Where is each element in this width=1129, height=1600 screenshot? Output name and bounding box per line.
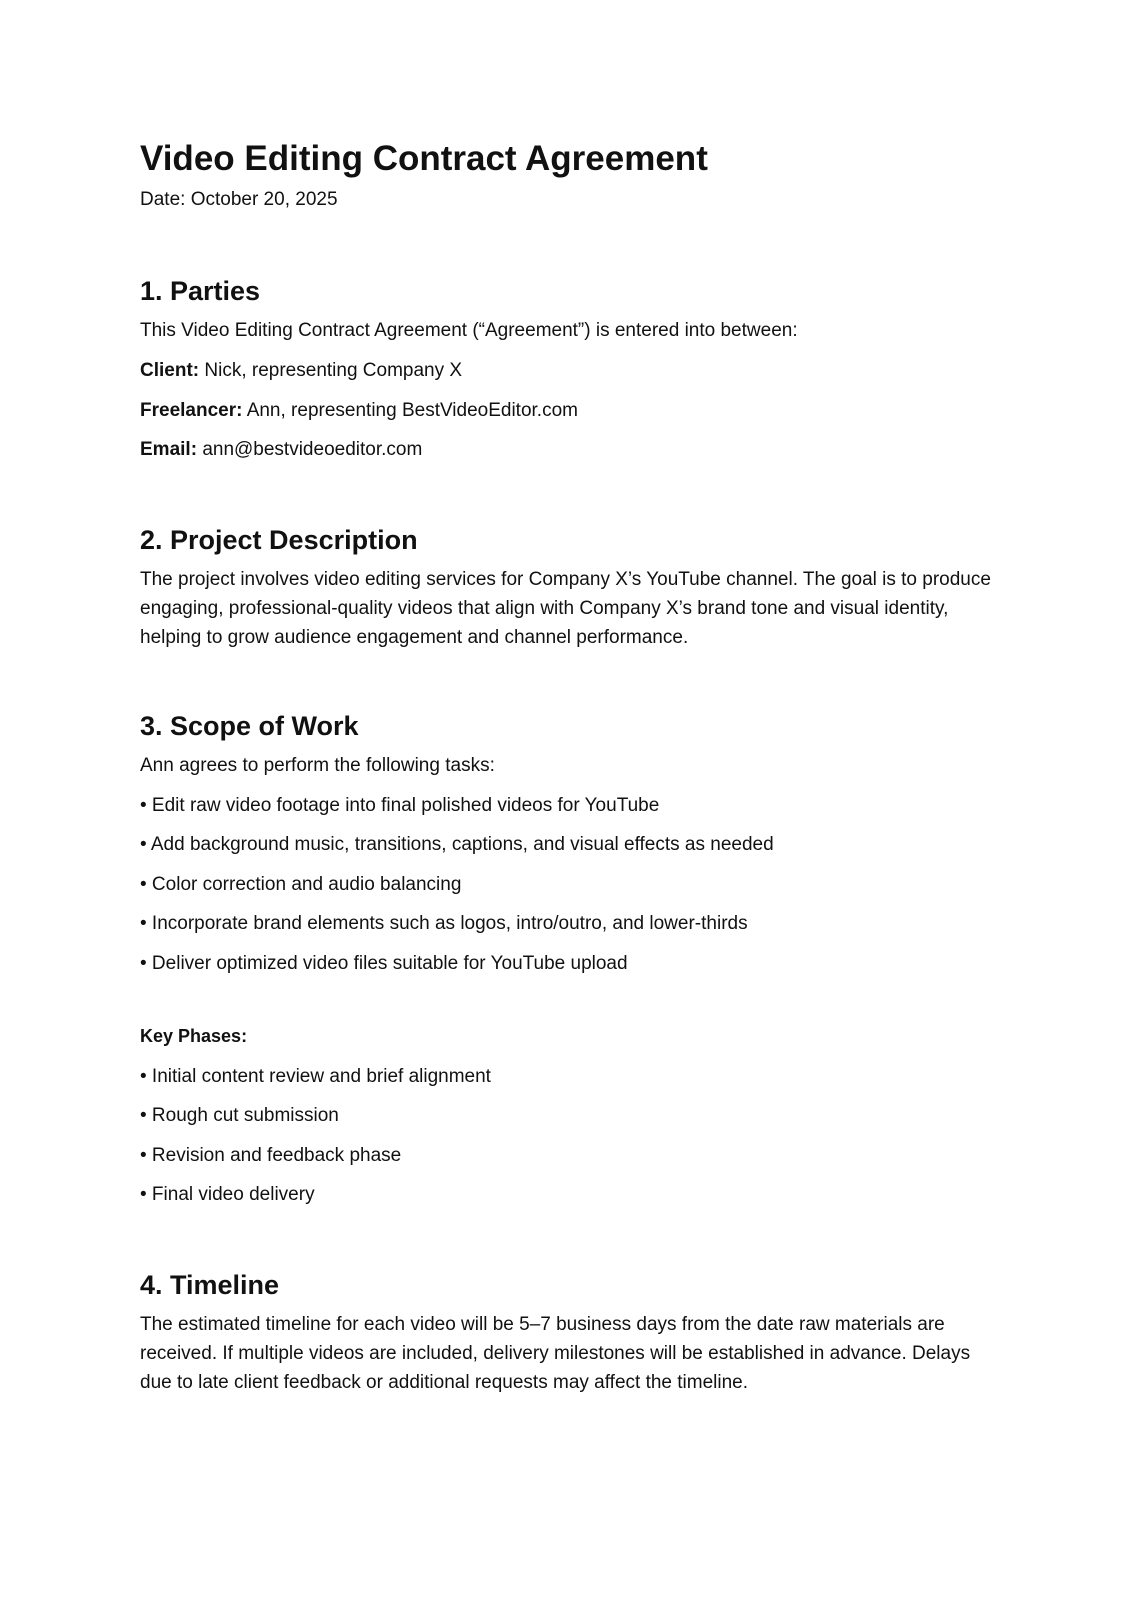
section-heading-scope-of-work: 3. Scope of Work bbox=[140, 711, 359, 741]
client-line bbox=[140, 359, 462, 383]
client-label: Client: bbox=[140, 360, 200, 381]
section-heading-timeline: 4. Timeline bbox=[140, 1270, 280, 1300]
scope-intro: Ann agrees to perform the following tasks: bbox=[140, 755, 495, 776]
scope-task-item: • Edit raw video footage into final polished videos for YouTube bbox=[140, 795, 660, 816]
parties-intro: This Video Editing Contract Agreement (“Agreement”) is entered into between: bbox=[140, 320, 798, 341]
key-phase-item: • Final video delivery bbox=[140, 1184, 315, 1205]
freelancer-label: Freelancer: bbox=[140, 400, 243, 421]
section-heading-project-description: 2. Project Description bbox=[140, 525, 418, 555]
scope-task-item: • Add background music, transitions, captions, and visual effects as needed bbox=[140, 834, 774, 855]
key-phase-item: • Revision and feedback phase bbox=[140, 1145, 402, 1166]
document-date: Date: October 20, 2025 bbox=[140, 189, 338, 210]
scope-task-item: • Deliver optimized video files suitable for YouTube upload bbox=[140, 953, 628, 974]
project-description-text: The project involves video editing services for Company X’s YouTube channel. The goal is to produce engaging, professional-quality videos that align with Company X’s brand tone and visual identity, helping to grow audience engagement and channel performance. bbox=[140, 569, 991, 648]
key-phase-item: • Rough cut submission bbox=[140, 1105, 339, 1126]
scope-task-item: • Incorporate brand elements such as logos, intro/outro, and lower-thirds bbox=[140, 913, 748, 934]
timeline-text: The estimated timeline for each video will be 5–7 business days from the date raw materials are received. If multiple videos are included, delivery milestones will be established in advance. Delays due to late client feedback or additional requests may affect the timeline. bbox=[140, 1314, 971, 1393]
email-value: ann@bestvideoeditor.com bbox=[202, 439, 423, 460]
email-line bbox=[140, 438, 422, 462]
key-phase-item: • Initial content review and brief alignment bbox=[140, 1066, 491, 1087]
document-title: Video Editing Contract Agreement bbox=[140, 139, 708, 178]
section-heading-parties: 1. Parties bbox=[140, 276, 261, 306]
client-value: Nick, representing Company X bbox=[204, 360, 463, 381]
freelancer-value: Ann, representing BestVideoEditor.com bbox=[246, 400, 578, 421]
freelancer-line bbox=[140, 399, 578, 423]
key-phases-heading: Key Phases: bbox=[140, 1026, 248, 1046]
email-label: Email: bbox=[140, 439, 198, 460]
scope-task-item: • Color correction and audio balancing bbox=[140, 874, 462, 895]
